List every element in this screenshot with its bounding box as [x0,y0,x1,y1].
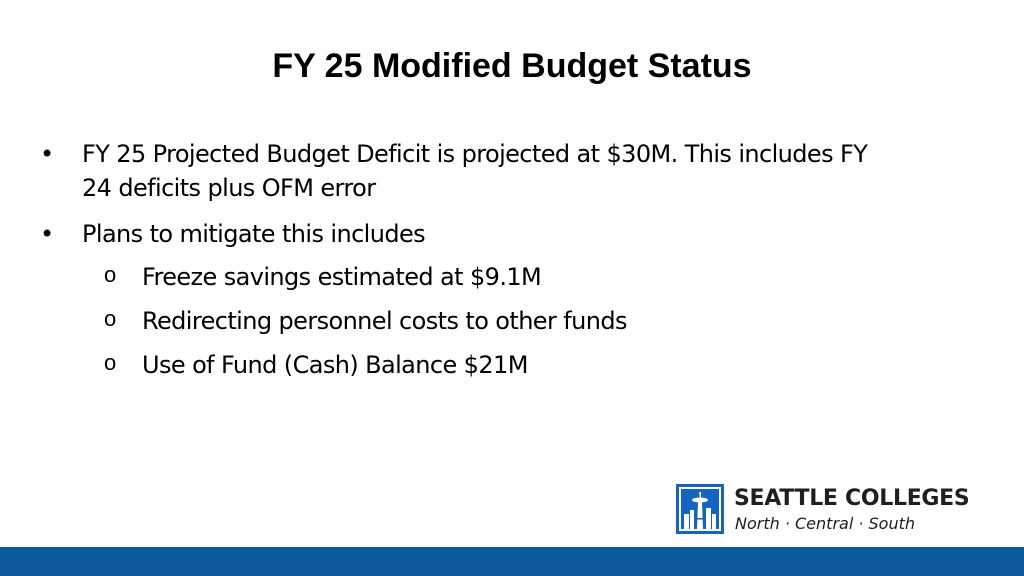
space-needle-skyline-icon [676,484,724,534]
bullet-item [40,137,980,207]
bullet-item [40,217,980,251]
slide-title: FY 25 Modified Budget Status [272,47,752,85]
seattle-colleges-logo [676,484,986,540]
bullet-marker: • [40,140,54,168]
sub-bullet-marker: o [104,262,116,287]
bullet-marker: • [40,220,54,248]
footer-bar [0,547,1024,576]
sub-bullet-text: Use of Fund (Cash) Balance $21M [142,351,528,379]
sub-bullet-text: Freeze savings estimated at $9.1M [142,263,542,291]
sub-bullet-text: Redirecting personnel costs to other funds [142,307,627,335]
sub-bullet-marker: o [104,306,116,331]
bullet-text: Plans to mitigate this includes [82,220,426,248]
bullet-text [82,137,982,205]
sub-bullet-item [104,348,904,382]
sub-bullet-marker: o [104,350,116,375]
logo-tagline: North · Central · South [735,514,916,533]
logo-name: SEATTLE COLLEGES [734,486,970,511]
bullet-text-line: 24 deficits plus OFM error [82,174,376,202]
bullet-text-line: FY 25 Projected Budget Deficit is projected at $30M. This includes FY [82,140,868,168]
sub-bullet-item [104,304,904,338]
sub-bullet-item [104,260,904,294]
